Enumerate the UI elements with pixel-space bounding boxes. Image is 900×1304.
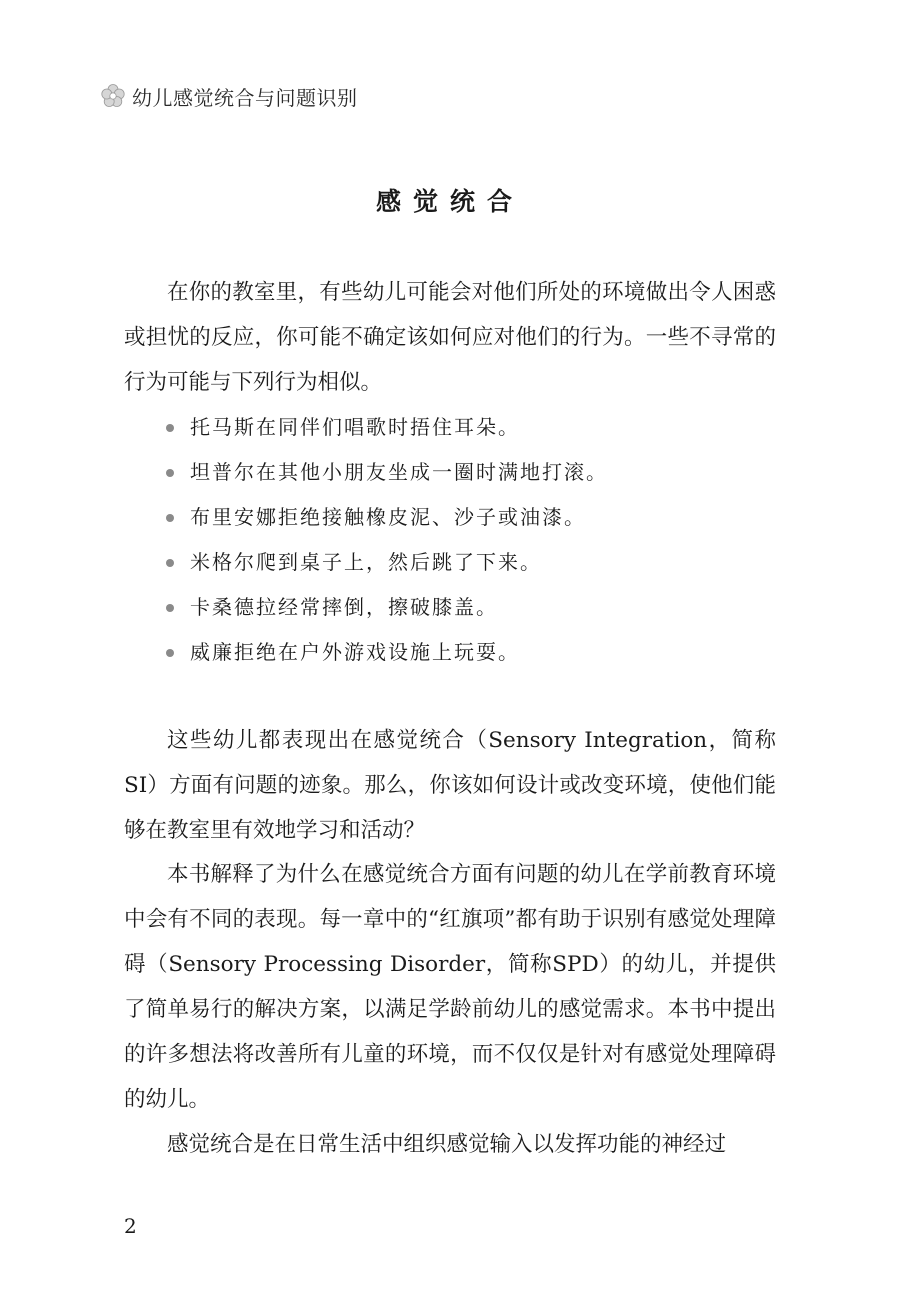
list-item [166, 495, 766, 540]
list-item [166, 585, 766, 630]
list-item [166, 405, 766, 450]
header-title: 幼儿感觉统合与问题识别 [132, 85, 358, 110]
list-item-text: 米格尔爬到桌子上，然后跳了下来。 [190, 550, 542, 574]
bullet-icon [166, 604, 174, 612]
list-item-text: 威廉拒绝在户外游戏设施上玩耍。 [190, 640, 520, 664]
paragraph-text: 这些幼儿都表现出在感觉统合（Sensory Integration，简称SI）方面有问题的迹象。那么，你该如何设计或改变环境，使他们能够在教室里有效地学习和活动？ [124, 728, 776, 843]
page-number: 2 [124, 1214, 137, 1238]
bullet-icon [166, 514, 174, 522]
paragraph-text: 本书解释了为什么在感觉统合方面有问题的幼儿在学前教育环境中会有不同的表现。每一章中的“红旗项”都有助于识别有感觉处理障碍（Sensory Processing Disorder，简称SPD）的幼儿，并提供了简单易行的解决方案，以满足学龄前幼儿的感觉需求。本书中提出的许多想法将改善所有儿童的环境，而不仅仅是针对有感觉处理障碍的幼儿。 [124, 862, 776, 1112]
list-item [166, 540, 766, 585]
flower-icon [100, 83, 126, 109]
list-item [166, 450, 766, 495]
list-item-text: 托马斯在同伴们唱歌时捂住耳朵。 [190, 415, 520, 439]
paragraph-book-purpose [124, 852, 776, 1122]
running-header [100, 80, 358, 112]
section-title: 感觉统合 [375, 187, 524, 216]
paragraph-intro [124, 270, 776, 405]
behavior-list [166, 405, 766, 675]
bullet-icon [166, 559, 174, 567]
paragraph-text: 感觉统合是在日常生活中组织感觉输入以发挥功能的神经过 [167, 1132, 727, 1157]
list-item-text: 卡桑德拉经常摔倒，擦破膝盖。 [190, 595, 498, 619]
list-item-text: 坦普尔在其他小朋友坐成一圈时满地打滚。 [190, 460, 608, 484]
paragraph-definition [124, 1122, 776, 1167]
bullet-icon [166, 424, 174, 432]
list-item [166, 630, 766, 675]
bullet-icon [166, 469, 174, 477]
paragraph-text: 在你的教室里，有些幼儿可能会对他们所处的环境做出令人困惑或担忧的反应，你可能不确定该如何应对他们的行为。一些不寻常的行为可能与下列行为相似。 [124, 280, 776, 395]
paragraph-si-signs [124, 718, 776, 853]
list-item-text: 布里安娜拒绝接触橡皮泥、沙子或油漆。 [190, 505, 586, 529]
bullet-icon [166, 649, 174, 657]
